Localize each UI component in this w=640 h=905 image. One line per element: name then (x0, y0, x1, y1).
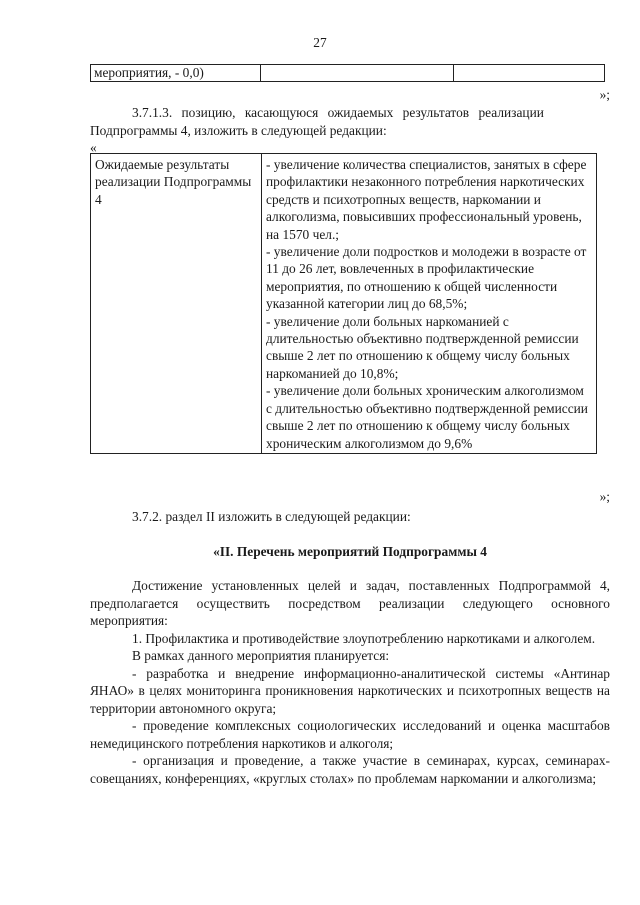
result-item: - увеличение количества специалистов, занятых в сфере профилактики незаконного потребления наркотических средств и психотропных веществ, наркомании и алкоголизма, повысивших профессиональный уровень, на 1570 чел.; (266, 157, 587, 242)
previous-table-fragment (90, 64, 605, 82)
body-paragraph: Достижение установленных целей и задач, поставленных Подпрограммой 4, предполагается осуществить посредством реализации следующего основного мероприятия: (90, 578, 610, 628)
results-list-cell (262, 154, 597, 454)
closing-quote: »; (599, 87, 610, 102)
page-number: 27 (313, 35, 327, 50)
table-cell (454, 65, 605, 82)
body-paragraph: 1. Профилактика и противодействие злоупотреблению наркотиками и алкоголем. (132, 630, 596, 646)
paragraph-line: 3.7.1.3. позицию, касающуюся ожидаемых результатов реализации (132, 105, 544, 120)
body-paragraph: - организация и проведение, а также участие в семинарах, курсах, семинарах-совещаниях, конференциях, «круглых столах» по проблемам наркомании и алкоголизма; (90, 753, 610, 786)
table-cell (261, 65, 454, 82)
paragraph-3713 (90, 104, 610, 139)
expected-results-table (90, 153, 597, 454)
paragraph-372: 3.7.2. раздел II изложить в следующей редакции: (132, 509, 411, 524)
body-paragraph: - проведение комплексных социологических исследований и оценка масштабов немедицинского потребления наркотиков и алкоголя; (90, 718, 610, 751)
table-cell: мероприятия, - 0,0) (91, 65, 261, 82)
body-text (90, 577, 610, 787)
closing-quote: »; (599, 489, 610, 504)
result-item: - увеличение доли больных наркоманией с длительностью объективно подтвержденной ремиссии свыше 2 лет по отношению к общему числу больных наркоманией до 10,8%; (266, 313, 579, 381)
result-item: - увеличение доли подростков и молодежи в возрасте от 11 до 26 лет, вовлеченных в профилактические мероприятия, по отношению к общей численности указанной категории лиц до 68,5%; (266, 244, 587, 312)
opening-quote: « (90, 140, 97, 155)
body-paragraph: В рамках данного мероприятия планируется: (132, 648, 390, 663)
results-label-cell: Ожидаемые результаты реализации Подпрограммы 4 (91, 154, 262, 454)
result-item: - увеличение доли больных хроническим алкоголизмом с длительностью объективно подтвержденной ремиссии свыше 2 лет по отношению к общему числу больных хроническим алкоголизмом до 9,6% (266, 383, 588, 451)
paragraph-line: Подпрограммы 4, изложить в следующей редакции: (90, 122, 387, 138)
body-paragraph: - разработка и внедрение информационно-аналитической системы «Антинар ЯНАО» в целях мониторинга проникновения наркотических и психотропных веществ на территории автономного округа; (90, 665, 610, 716)
section-heading: «II. Перечень мероприятий Подпрограммы 4 (213, 544, 487, 559)
